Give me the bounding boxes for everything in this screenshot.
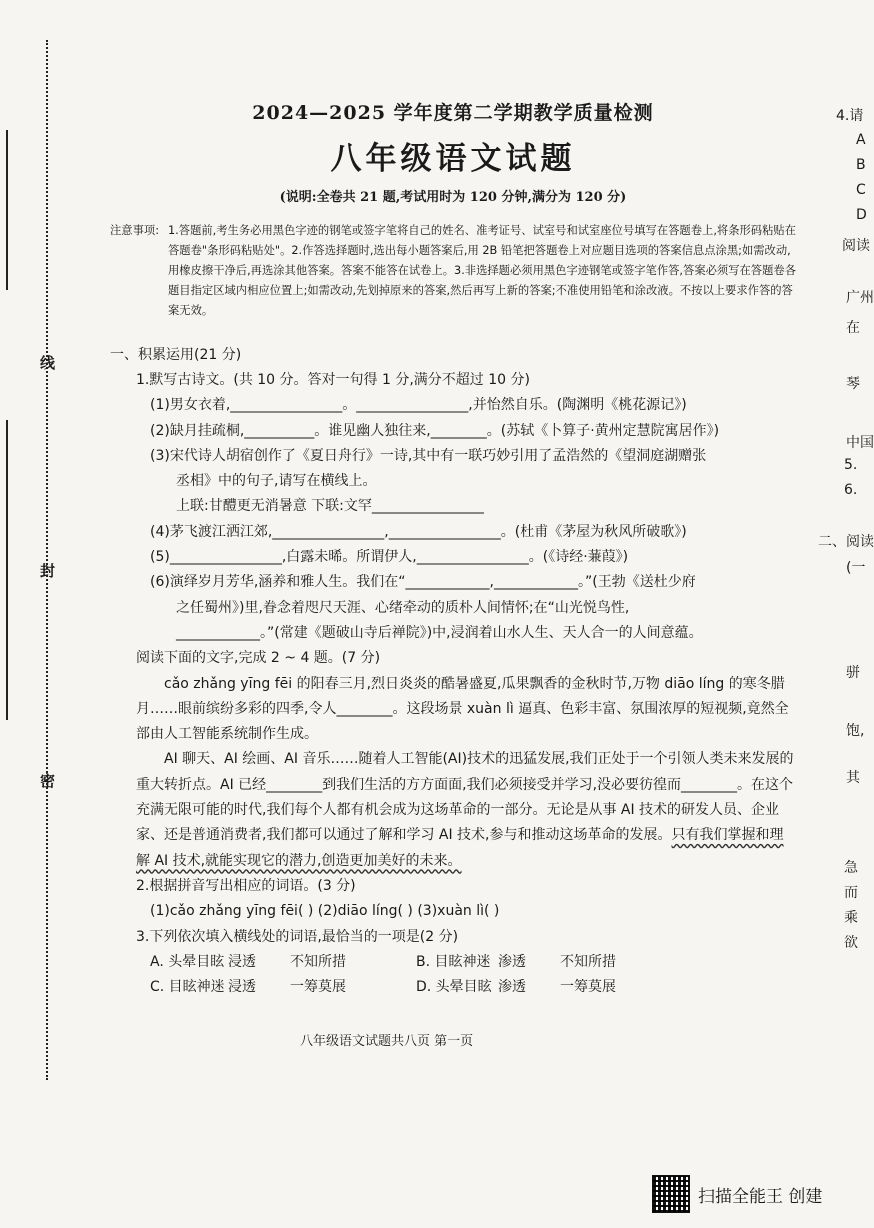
question-1-2: (2)缺月挂疏桐,__________。谁见幽人独往来,________。(苏轼《卜算子·黄州定慧院寓居作》) (150, 422, 720, 439)
edge-text: 5. (844, 457, 858, 473)
question-1-6-cont: 之任蜀州》)里,眷念着咫尺天涯、心绪牵动的质朴人间情怀;在“山光悦鸟性, (176, 599, 630, 616)
reading-paragraph-2 (110, 747, 796, 873)
reading-paragraph-1: cǎo zhǎng yīng fēi 的阳春三月,烈日炎炎的酷暑盛夏,瓜果飘香的金秋时节,万物 diāo líng 的寒冬腊月……眼前缤纷多彩的四季,令人________。这段场景 xuàn lì 逼真、色彩丰富、氛围浓厚的短视频,竟然全部由人工智能系统制作生成。 (136, 675, 789, 743)
qr-code-icon (652, 1175, 690, 1213)
option-cell: 浸透 (228, 979, 256, 996)
edge-text: 乘 (844, 910, 858, 926)
binding-mark-seal: 封 (40, 562, 56, 580)
binding-rule (6, 130, 8, 290)
edge-text: 广州 (846, 290, 874, 306)
question-1-3-couplet: 上联:甘醴更无消暑意 下联:文罕________________ (176, 498, 484, 515)
exam-instructions-summary: (说明:全卷共 21 题,考试用时为 120 分钟,满分为 120 分) (279, 190, 627, 205)
question-2-items: (1)cǎo zhǎng yīng fēi( ) (2)diāo líng( ) (3)xuàn lì( ) (150, 903, 500, 920)
edge-text: 饱, (846, 723, 865, 739)
option-cell: C. 目眩神迷 (150, 979, 225, 996)
edge-text: 骈 (846, 665, 860, 681)
option-cell: 渗透 (498, 953, 526, 970)
question-1-6: (6)演绎岁月芳华,涵养和雅人生。我们在“____________,____________。”(王勃《送杜少府 (150, 574, 696, 591)
edge-text: B (856, 157, 866, 173)
question-1-4: (4)茅飞渡江洒江郊,________________,________________。(杜甫《茅屋为秋风所破歌》) (150, 523, 687, 540)
paragraph-2-text: AI 聊天、AI 绘画、AI 音乐……随着人工智能(AI)技术的迅猛发展,我们正处于一个引领人类未来发展的重大转折点。AI 已经________到我们生活的方方面面,我们必须接受并学习,没必要彷徨而________。在这个充满无限可能的时代,我们每个人都有机会成为这场革命的一部分。无论是从事 AI 技术的研发人员、企业家、还是普通消费者,我们都可以通过了解和学习 AI 技术,参与和推动这场革命的发展。 (136, 751, 794, 844)
edge-text: 急 (844, 860, 858, 876)
notice-text: 1.答题前,考生务必用黑色字迹的钢笔或签字笔将自己的姓名、准考证号、试室号和试室座位号填写在答题卷上,将条形码粘贴在答题卷"条形码粘贴处"。2.作答选择题时,选出每小题答案后,用 2B 铅笔把答题卷上对应题目选项的答案信息点涂黑;如需改动,用橡皮擦干净后,再选涂其他答案。答案不能答在试卷上。3.非选择题必须用黑色字迹钢笔或签字笔作答,答案必须写在答题卷各题目指定区域内相应位置上;如需改动,先划掉原来的答案,然后再写上新的答案;不准使用铅笔和涂改液。不按以上要求作答的答案无效。 (168, 224, 796, 317)
edge-text: 二、阅读 (818, 534, 874, 550)
binding-mark-secret: 密 (40, 772, 56, 790)
edge-text: 而 (844, 885, 858, 901)
exam-page (110, 98, 796, 1000)
question-1-title: 1.默写古诗文。(共 10 分。答对一句得 1 分,满分不超过 10 分) (136, 372, 530, 388)
notice-label: 注意事项: (110, 224, 159, 237)
question-1-1: (1)男女衣着,________________。________________,并怡然自乐。(陶渊明《桃花源记》) (150, 397, 687, 414)
scanner-watermark (652, 1175, 822, 1213)
section-heading: 一、积累运用(21 分) (110, 347, 242, 363)
option-cell: 一筹莫展 (560, 979, 616, 996)
edge-text: 4.请 (836, 108, 864, 124)
edge-text: A (856, 132, 866, 148)
binding-mark-line: 线 (40, 354, 56, 372)
question-3-options (110, 950, 796, 1001)
edge-text: 中国 (846, 435, 874, 451)
option-cell: 渗透 (498, 979, 526, 996)
page-footer: 八年级语文试题共八页 第一页 (300, 1034, 474, 1049)
option-cell: 不知所措 (290, 953, 346, 970)
exam-year-title: 2024—2025 学年度第二学期教学质量检测 (252, 102, 654, 124)
notice-block (110, 221, 796, 321)
question-3-title: 3.下列依次填入横线处的词语,最恰当的一项是(2 分) (136, 928, 459, 945)
question-2-title: 2.根据拼音写出相应的词语。(3 分) (136, 877, 356, 894)
edge-text: 6. (844, 482, 858, 498)
option-cell: 一筹莫展 (290, 979, 346, 996)
option-cell: D. 头晕目眩 (416, 979, 492, 996)
question-1-5: (5)________________,白露未晞。所谓伊人,________________。(《诗经·蒹葭》) (150, 549, 629, 566)
edge-text: 阅读 (842, 238, 870, 254)
exam-subject-title: 八年级语文试题 (330, 141, 576, 177)
wavy-underlined-sentence: 只有我们掌握和理解 AI 技术,就能实现它的潜力,创造更加美好的未来。 (136, 827, 784, 869)
edge-text: (一 (846, 560, 866, 576)
scanner-label: 扫描全能王 创建 (698, 1186, 823, 1207)
question-1-3-cont: 丞相》中的句子,请写在横线上。 (176, 473, 377, 490)
option-cell: B. 目眩神迷 (416, 953, 491, 970)
option-cell: A. 头晕目眩 (150, 953, 225, 970)
edge-text: C (856, 182, 866, 198)
reading-intro: 阅读下面的文字,完成 2 ~ 4 题。(7 分) (136, 650, 381, 667)
question-1-6-cont2: ____________。”(常建《题破山寺后禅院》)中,浸润着山水人生、天人合一的人间意蕴。 (176, 624, 703, 641)
edge-text: 欲 (844, 935, 858, 951)
question-1-3: (3)宋代诗人胡宿创作了《夏日舟行》一诗,其中有一联巧妙引用了孟浩然的《望洞庭湖赠张 (150, 447, 707, 464)
edge-text: D (856, 207, 867, 223)
binding-rule (6, 420, 8, 720)
edge-text: 琴 (846, 376, 860, 392)
edge-text: 其 (846, 770, 860, 786)
edge-text: 在 (846, 320, 860, 336)
next-page-edge (816, 95, 874, 1055)
option-cell: 浸透 (228, 953, 256, 970)
option-cell: 不知所措 (560, 953, 616, 970)
